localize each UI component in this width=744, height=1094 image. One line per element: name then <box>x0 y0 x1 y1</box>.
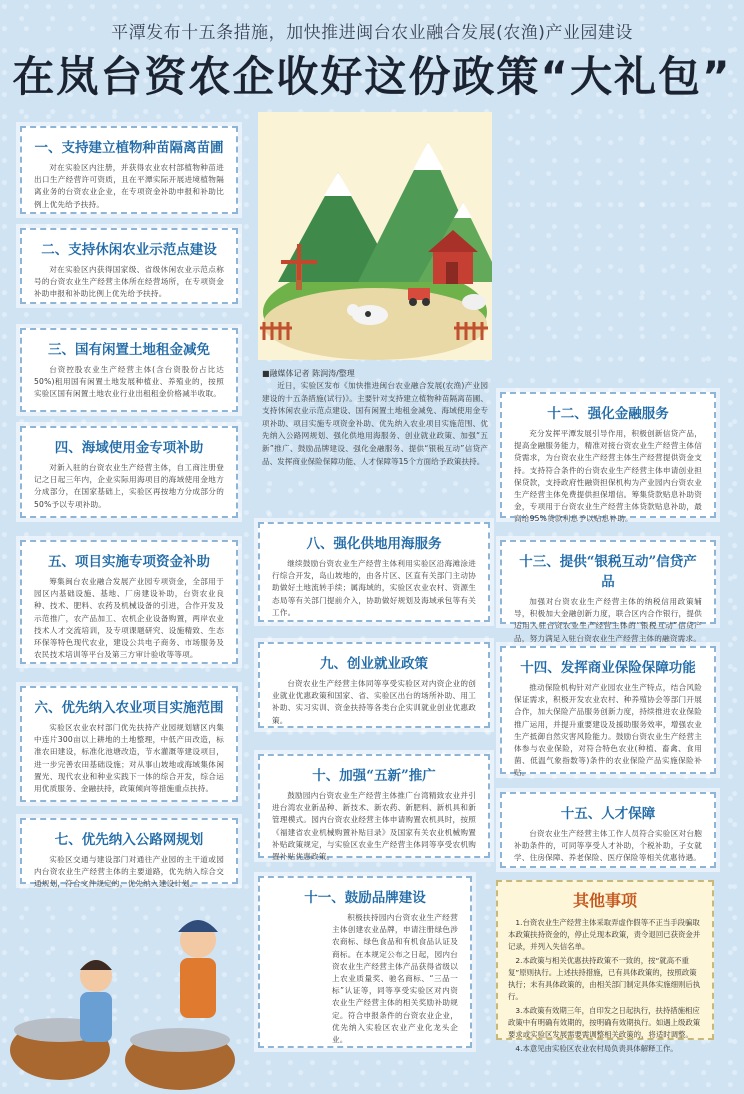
policy-card-1 <box>20 126 238 214</box>
policy-body: 实验区农业农村部门优先扶持产业园规划辖区内集中连片300亩以上耕地的土地整理，中低产田改造，标准农田建设，标准化池塘改造，节水灌溉等建设项目，进一步完善农田基础设施；对从事山坡地或海域集体闲置光、现代农业和种业实践下一体的综合开发，综合运用优质服务、金融扶持，政策倾向等措施重点扶持。 <box>34 723 224 794</box>
policy-card-3 <box>20 328 238 412</box>
page-subtitle: 平潭发布十五条措施，加快推进闽台农业融合发展(农渔)产业园建设 <box>111 23 633 43</box>
policy-body: 实验区交通与建设部门对通往产业园的主干道或园内台资农业生产经营主体的主要道路，优先纳入综合交通规划，符合文件规定的，优先纳入建设计划。 <box>34 855 224 889</box>
policy-card-7 <box>20 818 238 889</box>
policy-card-10 <box>258 754 490 862</box>
policy-card-8 <box>258 522 490 622</box>
intro-text <box>262 380 488 468</box>
policy-body: 台资农业生产经营主体同等享受实验区对内资企业的创业就业优惠政策和国家、省、实验区出台的场所补助、用工补助、实习实训、资金扶持等各类台企实训就业创业优惠政策。 <box>272 679 476 725</box>
policy-card-12 <box>500 392 716 524</box>
note-item: 3.本政策有效期三年，自印发之日起执行，扶持措施相应政策中有明确有效期的，按明确有效期执行。如遇上级政策要求或实验区发展需要需调整相关政策的，将适时调整。 <box>508 1006 701 1039</box>
policy-title: 七、优先纳入公路网规划 <box>54 832 204 848</box>
note-item: 2.本政策与相关优惠扶持政策不一致的，按“就高不重复”原则执行。上述扶持措施，已有具体政策的，按照政策执行；未有具体政策的，由相关部门制定具体实施细则后执行。 <box>508 956 701 1001</box>
policy-card-2 <box>20 228 238 304</box>
other-matters-box <box>496 880 714 1053</box>
policy-title: 十、加强“五新”推广 <box>312 768 436 784</box>
note-item: 4.本意见由实验区农业农村局负责具体解释工作。 <box>515 1044 678 1053</box>
policy-body: 筹集闽台农业融合发展产业园专项资金，全部用于园区内基础设施、基地、厂房建设补助，台资农业良种、技术、肥料、农药及机械设备的引进，合作开发及示范推广，农产品加工、农机企业设备购置，两岸农业技术人才交流培训，及专项课题研究、设施精致、生态环保等特色现代农业，建设公共电子商务、市场服务及农民技术培训等平台及第三方审计验收等等项。 <box>34 577 224 660</box>
policy-card-4 <box>20 426 238 518</box>
policy-body: 推动保险机构针对产业园农业生产特点，结合风险保证需求，积极开发农业农村、种养殖协会等部门开展合作，加大保险产品服务创新力度，持续推进农业保险推广运用，并提升重要建设及援助服务效率，增强农业生产抵御自然灾害风险能力。鼓励台资农业生产经营主体参与农业保险，对符合特色农业(种植、畜禽、食用菌、低温气象指数等)条件的农业保险产品实施保险补贴。 <box>514 683 702 778</box>
policy-title: 三、国有闲置土地租金减免 <box>48 342 210 358</box>
header <box>0 0 744 100</box>
sheep <box>462 294 486 310</box>
policy-body: 充分发挥平潭发展引导作用，积极创新信贷产品，提高金融服务能力，精准对接台资农业生产经营主体信贷需求，为台资农业生产经营主体生产经营提供资金支持。支持符合条件的台资农业生产经营主体申请创业担保贷款，支持政府性融资担保机构为产业园内台资农业生产经营主体免费提供担保增信。筹集贷款贴息补助资金，专项用于台资农业生产经营主体贷款贴息补助，最高给95%贷款利息予以贴息补助。 <box>514 429 702 524</box>
policy-title: 四、海域使用金专项补助 <box>54 440 204 456</box>
farm-illustration <box>258 112 492 360</box>
policy-title: 十五、人才保障 <box>560 806 656 822</box>
woman-body <box>80 992 112 1042</box>
policy-card-9 <box>258 642 490 728</box>
man-body <box>180 958 216 1018</box>
policy-body: 对在实验区内注册，并获得农业农村部植物种苗进出口生产经营许可资质，且在平潭实际开展进境植物隔离业务的台资农业企业，在专项资金补助申报和补助比例上优先给予扶持。 <box>34 163 224 209</box>
policy-card-11 <box>258 876 472 1048</box>
policy-body: 对新入驻的台资农业生产经营主体，自工商注册登记之日起三年内，企业实际用海项目的海域使用金地方分成部分，在国家基础上，实验区再按地方分成部分的50%予以专项补助。 <box>34 463 224 509</box>
policy-body: 加强对台资农业生产经营主体的纳税信用政策辅导，积极加大金融创新力度，联合区内合作银行，提供适用入驻台资农业生产经营主体的“银税互动”信贷产品，努力满足入驻台资农业生产经营主体的融资需求。 <box>514 597 702 643</box>
policy-title: 五、项目实施专项资金补助 <box>48 554 210 570</box>
fishermen-illustration <box>0 900 260 1094</box>
policy-title: 六、优先纳入农业项目实施范围 <box>34 700 224 716</box>
intro-paragraph: 近日，实验区发布《加快推进闽台农业融合发展(农渔)产业园建设的十五条措施(试行)》。主要针对支持建立植物种苗隔离苗圃、支持休闲农业示范点建设、国有闲置土地租金减免、海域使用金专项补助、项目实施专项资金补助、优先纳入农业项目实施范围、优先纳入公路网规划、强化供地用海服务、创业就业政策、加强“五新”推广、鼓励品牌建设、强化金融服务、提供“银税互动”信贷产品、发挥商业保险保障功能、人才保障等15个方面给予政策扶持。 <box>262 381 488 466</box>
policy-card-5 <box>20 540 238 664</box>
policy-title: 十二、强化金融服务 <box>547 406 669 422</box>
notes-title: 其他事项 <box>572 891 637 910</box>
note-item: 1.台资农业生产经营主体采取弄虚作假等不正当手段骗取本政策扶持资金的，停止兑现本政策，责令退回已获资金并记录，并列入失信名单。 <box>508 918 701 951</box>
page-title: 在岚台资农企收好这份政策“大礼包” <box>12 52 732 101</box>
policy-card-13 <box>500 540 716 643</box>
policy-body: 积极扶持园内台资农业生产经营主体创建农业品牌，申请注册绿色涉农商标、绿色食品和有机食品认证及商标。在本规定公布之日起，园内台资农业生产经营主体产品获得省级以上农业质量奖、驰名商标、“三品一标”认证等，同等享受实验区对内资农业生产经营主体的相关奖励补助规定。符合申报条件的台资农业企业，优先纳入实验区农业产业化龙头企业。 <box>332 913 458 1045</box>
policy-title: 十一、鼓励品牌建设 <box>304 890 426 906</box>
byline: ■融媒体记者 陈润涛/整理 <box>262 369 355 378</box>
policy-body: 鼓励园内台资农业生产经营主体推广台湾精致农业并引进台湾农业新品种、新技术、新农药、新肥料、新机具和新管理模式。园内台资农业经营主体申请购置农机具时，按照《福建省农业机械购置补贴目录》及国家有关农业机械购置补贴政策规定，与实验区农业生产经营主体同等享受农机购置补贴优惠政策。 <box>272 791 476 862</box>
policy-title: 一、支持建立植物种苗隔离苗圃 <box>34 140 224 156</box>
policy-body: 台资控股农业生产经营主体(含台资股份占比达50%)租用国有闲置土地发展种植业、养殖业的，按照实验区国有闲置土地农业行业出租租金价格减半收取。 <box>34 365 224 399</box>
policy-body: 台资农业生产经营主体工作人员符合实验区对台胞补助条件的，可同等享受人才补助，个税补助，子女就学、住房保障、养老保险、医疗保险等相关优惠待遇。 <box>514 829 702 863</box>
policy-body: 继续鼓励台资农业生产经营主体利用实验区沿海滩涂进行综合开发，岛山坡地的，由各片区、区直有关部门主动协助做好土地流转手续；属海域的，实验区农业农村、资源生态局等有关部门提前介入，协助做好规划及海域承包等有关工作。 <box>272 559 476 617</box>
policy-card-14 <box>500 646 716 778</box>
policy-title: 十三、提供“银税互动”信贷产品 <box>519 554 697 590</box>
policy-body: 对在实验区内获得国家级、省级休闲农业示范点称号的台资农业生产经营主体所在经营场所，在专项资金补助申报和补助比例上优先给予扶持。 <box>34 265 224 299</box>
policy-card-6 <box>20 686 238 802</box>
policy-title: 十四、发挥商业保险保障功能 <box>520 660 696 676</box>
policy-title: 八、强化供地用海服务 <box>306 536 442 552</box>
policy-title: 九、创业就业政策 <box>320 656 428 672</box>
policy-title: 二、支持休闲农业示范点建设 <box>41 242 217 258</box>
policy-card-15 <box>500 792 716 868</box>
